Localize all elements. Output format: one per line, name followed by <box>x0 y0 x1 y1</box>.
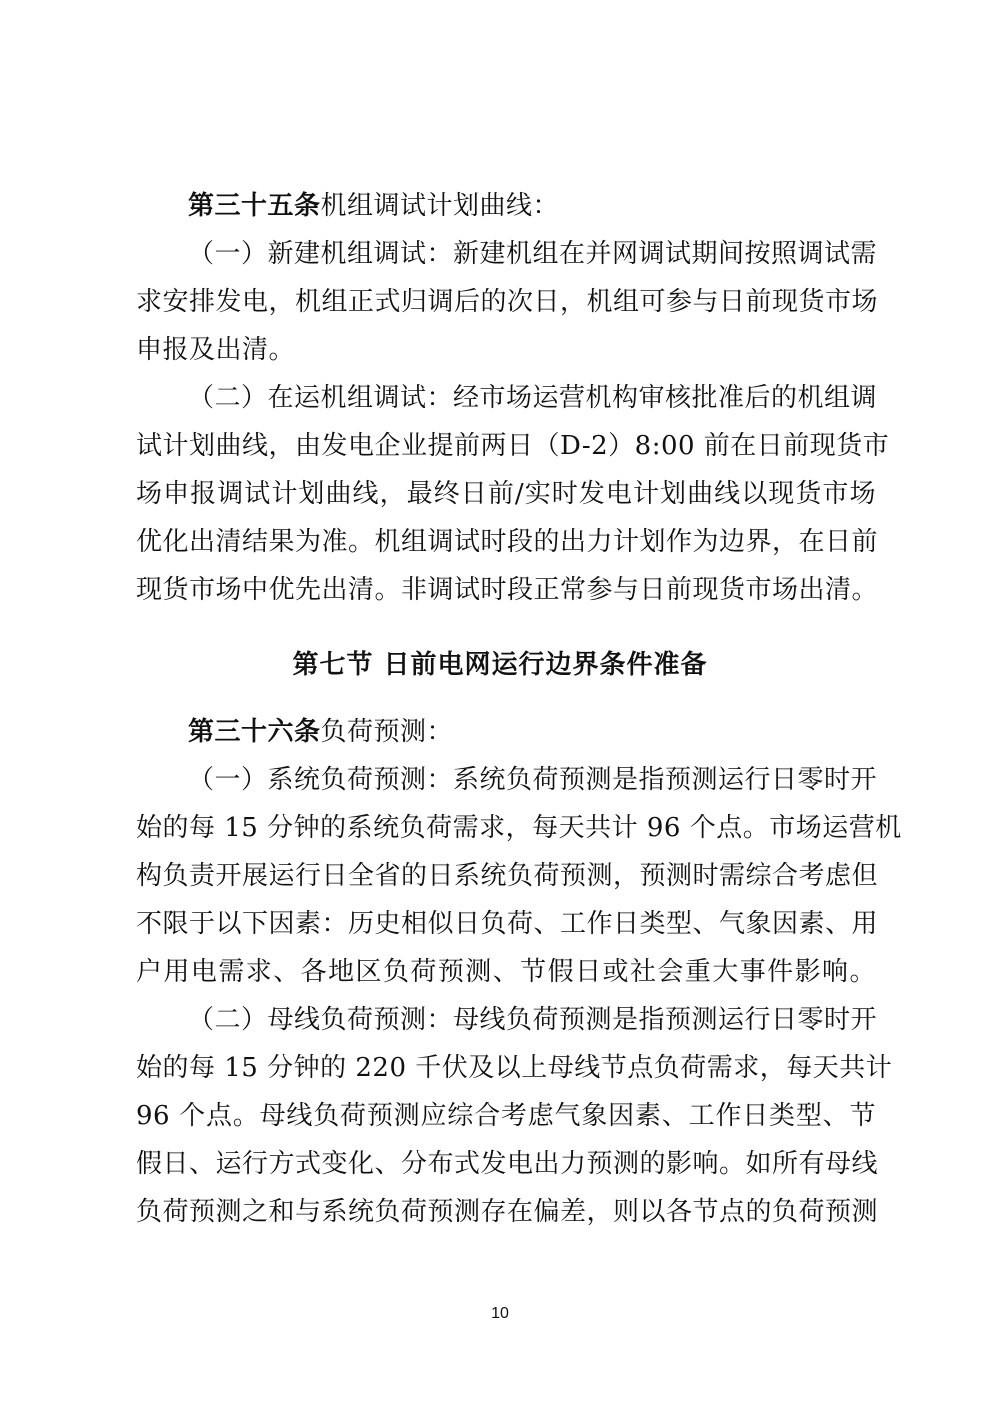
paragraph-line: 负荷预测之和与系统负荷预测存在偏差，则以各节点的负荷预测 <box>136 1197 879 1227</box>
paragraph-line: 优化出清结果为准。机组调试时段的出力计划作为边界，在日前 <box>136 527 879 557</box>
paragraph-line: 户用电需求、各地区负荷预测、节假日或社会重大事件影响。 <box>136 957 876 987</box>
paragraph-line: （二）在运机组调试：经市场运营机构审核批准后的机组调 <box>188 383 878 413</box>
article-35-number: 第三十五条 <box>188 191 321 221</box>
article-36-title <box>188 712 876 752</box>
page-number: 10 <box>491 1305 509 1322</box>
article-35-heading: 机组调试计划曲线： <box>320 191 560 221</box>
paragraph-line: （一）系统负荷预测：系统负荷预测是指预测运行日零时开 <box>188 765 878 795</box>
paragraph-line: 申报及出清。 <box>136 335 296 365</box>
article-36-heading: 负荷预测： <box>320 717 454 747</box>
paragraph-line: 现货市场中优先出清。非调试时段正常参与日前现货市场出清。 <box>136 575 879 605</box>
paragraph-line: （二）母线负荷预测：母线负荷预测是指预测运行日零时开 <box>188 1005 878 1035</box>
paragraph-line: 求安排发电，机组正式归调后的次日，机组可参与日前现货市场 <box>136 287 879 317</box>
article-36-number: 第三十六条 <box>188 717 321 747</box>
paragraph-line: 96 个点。母线负荷预测应综合考虑气象因素、工作日类型、节 <box>136 1101 876 1131</box>
article-35-title <box>188 186 876 226</box>
paragraph-line: 场申报调试计划曲线，最终日前/实时发电计划曲线以现货市场 <box>136 479 876 509</box>
paragraph-line: 不限于以下因素：历史相似日负荷、工作日类型、气象因素、用 <box>136 909 879 939</box>
paragraph-line: 构负责开展运行日全省的日系统负荷预测，预测时需综合考虑但 <box>136 861 879 891</box>
section-heading: 第七节 日前电网运行边界条件准备 <box>292 650 708 680</box>
paragraph-line: 试计划曲线，由发电企业提前两日（D-2）8:00 前在日前现货市 <box>136 431 890 461</box>
paragraph-line: （一）新建机组调试：新建机组在并网调试期间按照调试需 <box>188 239 878 269</box>
paragraph-line: 始的每 15 分钟的 220 千伏及以上母线节点负荷需求，每天共计 <box>136 1053 893 1083</box>
paragraph-line: 始的每 15 分钟的系统负荷需求，每天共计 96 个点。市场运营机 <box>136 813 902 843</box>
paragraph-line: 假日、运行方式变化、分布式发电出力预测的影响。如所有母线 <box>136 1149 879 1179</box>
